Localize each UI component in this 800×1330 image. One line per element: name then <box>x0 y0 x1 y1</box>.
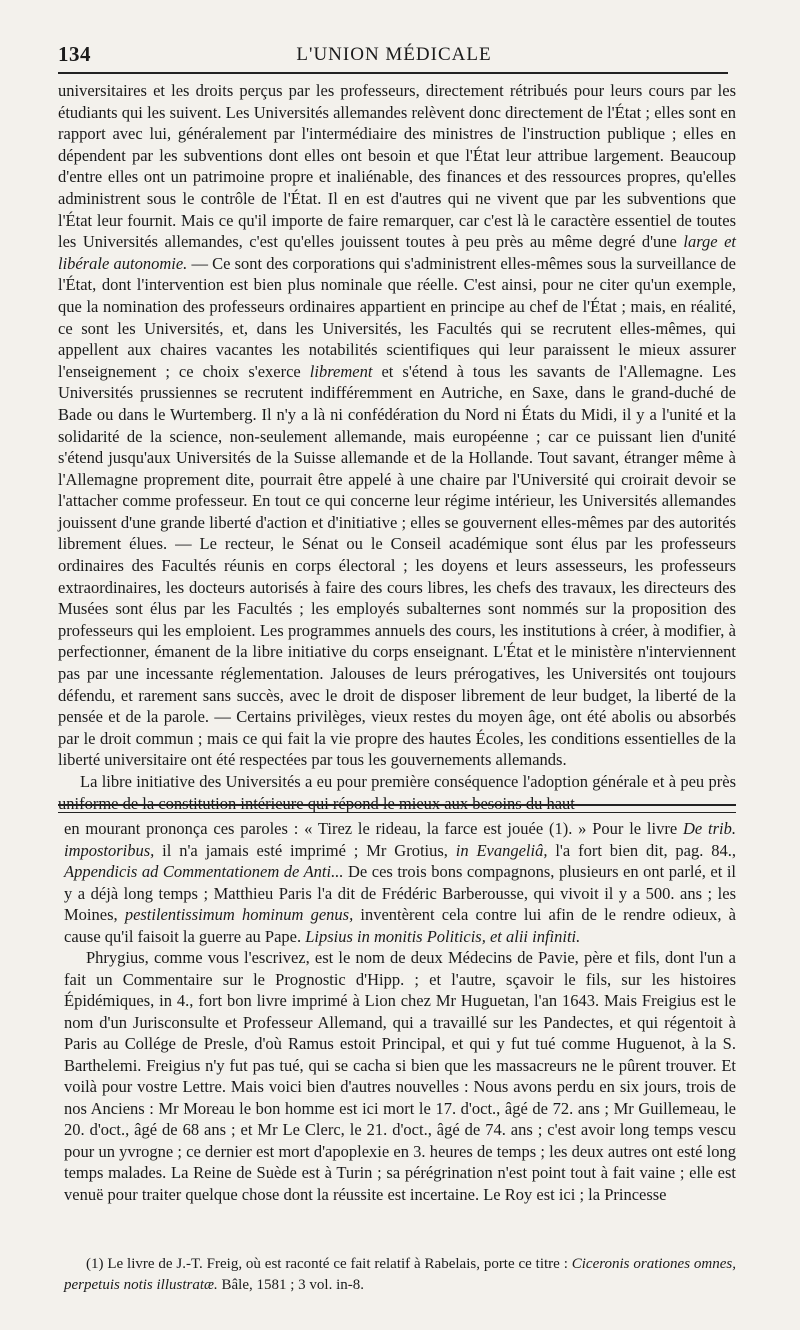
running-title: L'UNION MÉDICALE <box>296 44 492 65</box>
letter-paragraph-2: Phrygius, comme vous l'escrivez, est le nom de deux Médecins de Pavie, père et fils, dont l'un a fait un Commentaire sur le Prognostic d'Hipp. ; et l'autre, sçavoir le fils, sur les histoires Épidémiques, in 4., fort bon livre imprimé à Lion chez Mr Huguetan, l'an 1643. Mais Freigius est le nom d'un Jurisconsulte et Professeur Allemand, qui a travaillé sur les Pandectes, et qui régentoit à Paris au Collége de Presle, d'où Ramus estoit Principal, et qui y fut tué comme Huguenot, à la S. Barthelemi. Freigius n'y fut pas tué, qui se cacha si bien que les massacreurs ne le pûrent trouver. Et voilà pour vostre Lettre. Mais voici bien d'autres nouvelles : Nous avons perdu en six jours, trois de nos Anciens : Mr Moreau le bon homme est ici mort le 17. d'oct., âgé de 72. ans ; Mr Guillemeau, le 20. d'oct., âgé de 68 ans ; et Mr Le Clerc, le 21. d'oct., âgé de 74. ans ; c'est avoir long temps vescu pour un yvrogne ; ce dernier est mort d'apoplexie en 3. heures de temps ; les deux autres ont esté long temps malades. La Reine de Suède est à Turin ; sa pérégrination n'est point tout à fait vaine ; elle est venuë pour traiter quelque chose dont la réussite est incertaine. Le Roy est ici ; la Princesse <box>64 948 736 1204</box>
page-number: 134 <box>58 42 91 66</box>
article-paragraph-1: universitaires et les droits perçus par les professeurs, directement rétribués pour leurs cours par les étudiants qui les suivent. Les Universités allemandes relèvent donc directement de l'État ; elles sont en rapport avec lui, généralement par l'intermédiaire des ministres de l'instruction publique ; elles en dépendent par les subventions dont elles ont besoin et que l'État leur attribue largement. Beaucoup d'entre elles ont un patrimoine propre et inaliénable, des finances et des ressources propres, qu'elles administrent sous le contrôle de l'État. Il en est d'autres qui ne vivent que par les subventions que l'État leur fournit. Mais ce qu'il importe de faire remarquer, car c'est là le caractère essentiel de toutes les Universités allemandes, c'est qu'elles jouissent toutes à peu près au même degré d'une large et libérale autonomie. — Ce sont des corporations qui s'administrent elles-mêmes sous la surveillance de l'État, dont l'intervention est bien plus nominale que réelle. C'est ainsi, pour ne citer qu'un exemple, que la nomination des professeurs ordinaires appartient en principe au chef de l'État ; mais, en réalité, ce sont les Universités, et, dans les Universités, les Facultés qui se recrutent elles-mêmes, qui appellent aux chaires vacantes les notabilités scientifiques qui leur paraissent le mieux assurer l'enseignement ; ce choix s'exerce librement et s'étend à tous les savants de l'Allemagne. Les Universités prussiennes se recrutent indifféremment en Autriche, en Saxe, dans le grand-duché de Bade ou dans le Wurtemberg. Il n'y a là ni confédération du Nord ni États du Midi, il y a l'unité et la solidarité de la science, non-seulement allemande, mais européenne ; car ce puissant lien d'unité s'étend jusqu'aux Universités de la Suisse allemande et de la Hollande. Tout savant, étranger même à l'Allemagne proprement dite, pourrait être appelé à une chaire par l'Université qui croirait devoir se l'attacher comme professeur. En tout ce qui concerne leur régime intérieur, les Universités allemandes jouissent d'une grande liberté d'action et d'initiative ; elles se gouvernent elles-mêmes par des autorités librement élues. — Le recteur, le Sénat ou le Conseil académique sont élus par les professeurs ordinaires des Facultés réunis en corps électoral ; les doyens et leurs assesseurs, les professeurs extraordinaires, les docteurs autorisés à faire des cours libres, les chefs des travaux, les directeurs des Musées sont élus par les Facultés ; les employés subalternes sont nommés sur la proposition des professeurs qui les emploient. Les programmes annuels des cours, les institutions à créer, à modifier, à perfectionner, émanent de la libre initiative du corps enseignant. L'État et le ministère n'interviennent pas par une incessante réglementation. Jalouses de leurs prérogatives, les Universités ont toujours défendu, et rarement sans succès, avec le droit de disposer librement de leur budget, la liberté de la pensée et de la parole. — Certains privilèges, vieux restes du moyen âge, ont été abolis ou absorbés par le droit commun ; mais ce qui fait la vie propre des hautes Écoles, les conditions essentielles de la liberté universitaire ont été respectées par tous les gouvernements allemands. <box>58 81 736 770</box>
header-rule <box>58 72 728 74</box>
letter-body <box>64 818 736 1205</box>
article-body <box>58 80 736 814</box>
article-paragraph-2: La libre initiative des Universités a eu pour première conséquence l'adoption générale et à peu près uniforme de la constitution intérieure qui répond le mieux aux besoins du haut <box>58 772 736 813</box>
footnote: (1) Le livre de J.-T. Freig, où est raconté ce fait relatif à Rabelais, porte ce titre : Ciceronis orationes omnes, perpetuis notis illustratæ. Bâle, 1581 ; 3 vol. in-8. <box>64 1256 736 1293</box>
page-header <box>58 42 730 68</box>
letter-paragraph-1: en mourant prononça ces paroles : « Tirez le rideau, la farce est jouée (1). » Pour le livre De trib. impostoribus, il n'a jamais esté imprimé ; Mr Grotius, in Evangeliâ, l'a fort bien dit, pag. 84., Appendicis ad Commentationem de Anti... De ces trois bons compagnons, plusieurs en ont parlé, et il y a déjà long temps ; Matthieu Paris l'a dit de Frédéric Barberousse, qui vivoit il y a 500. ans ; les Moines, pestilentissimum hominum genus, inventèrent cela contre lui afin de le rendre odieux, à cause qu'il faisoit la guerre au Pape. Lipsius in monitis Politicis, et alii infiniti. <box>64 819 737 946</box>
section-divider <box>58 804 736 813</box>
